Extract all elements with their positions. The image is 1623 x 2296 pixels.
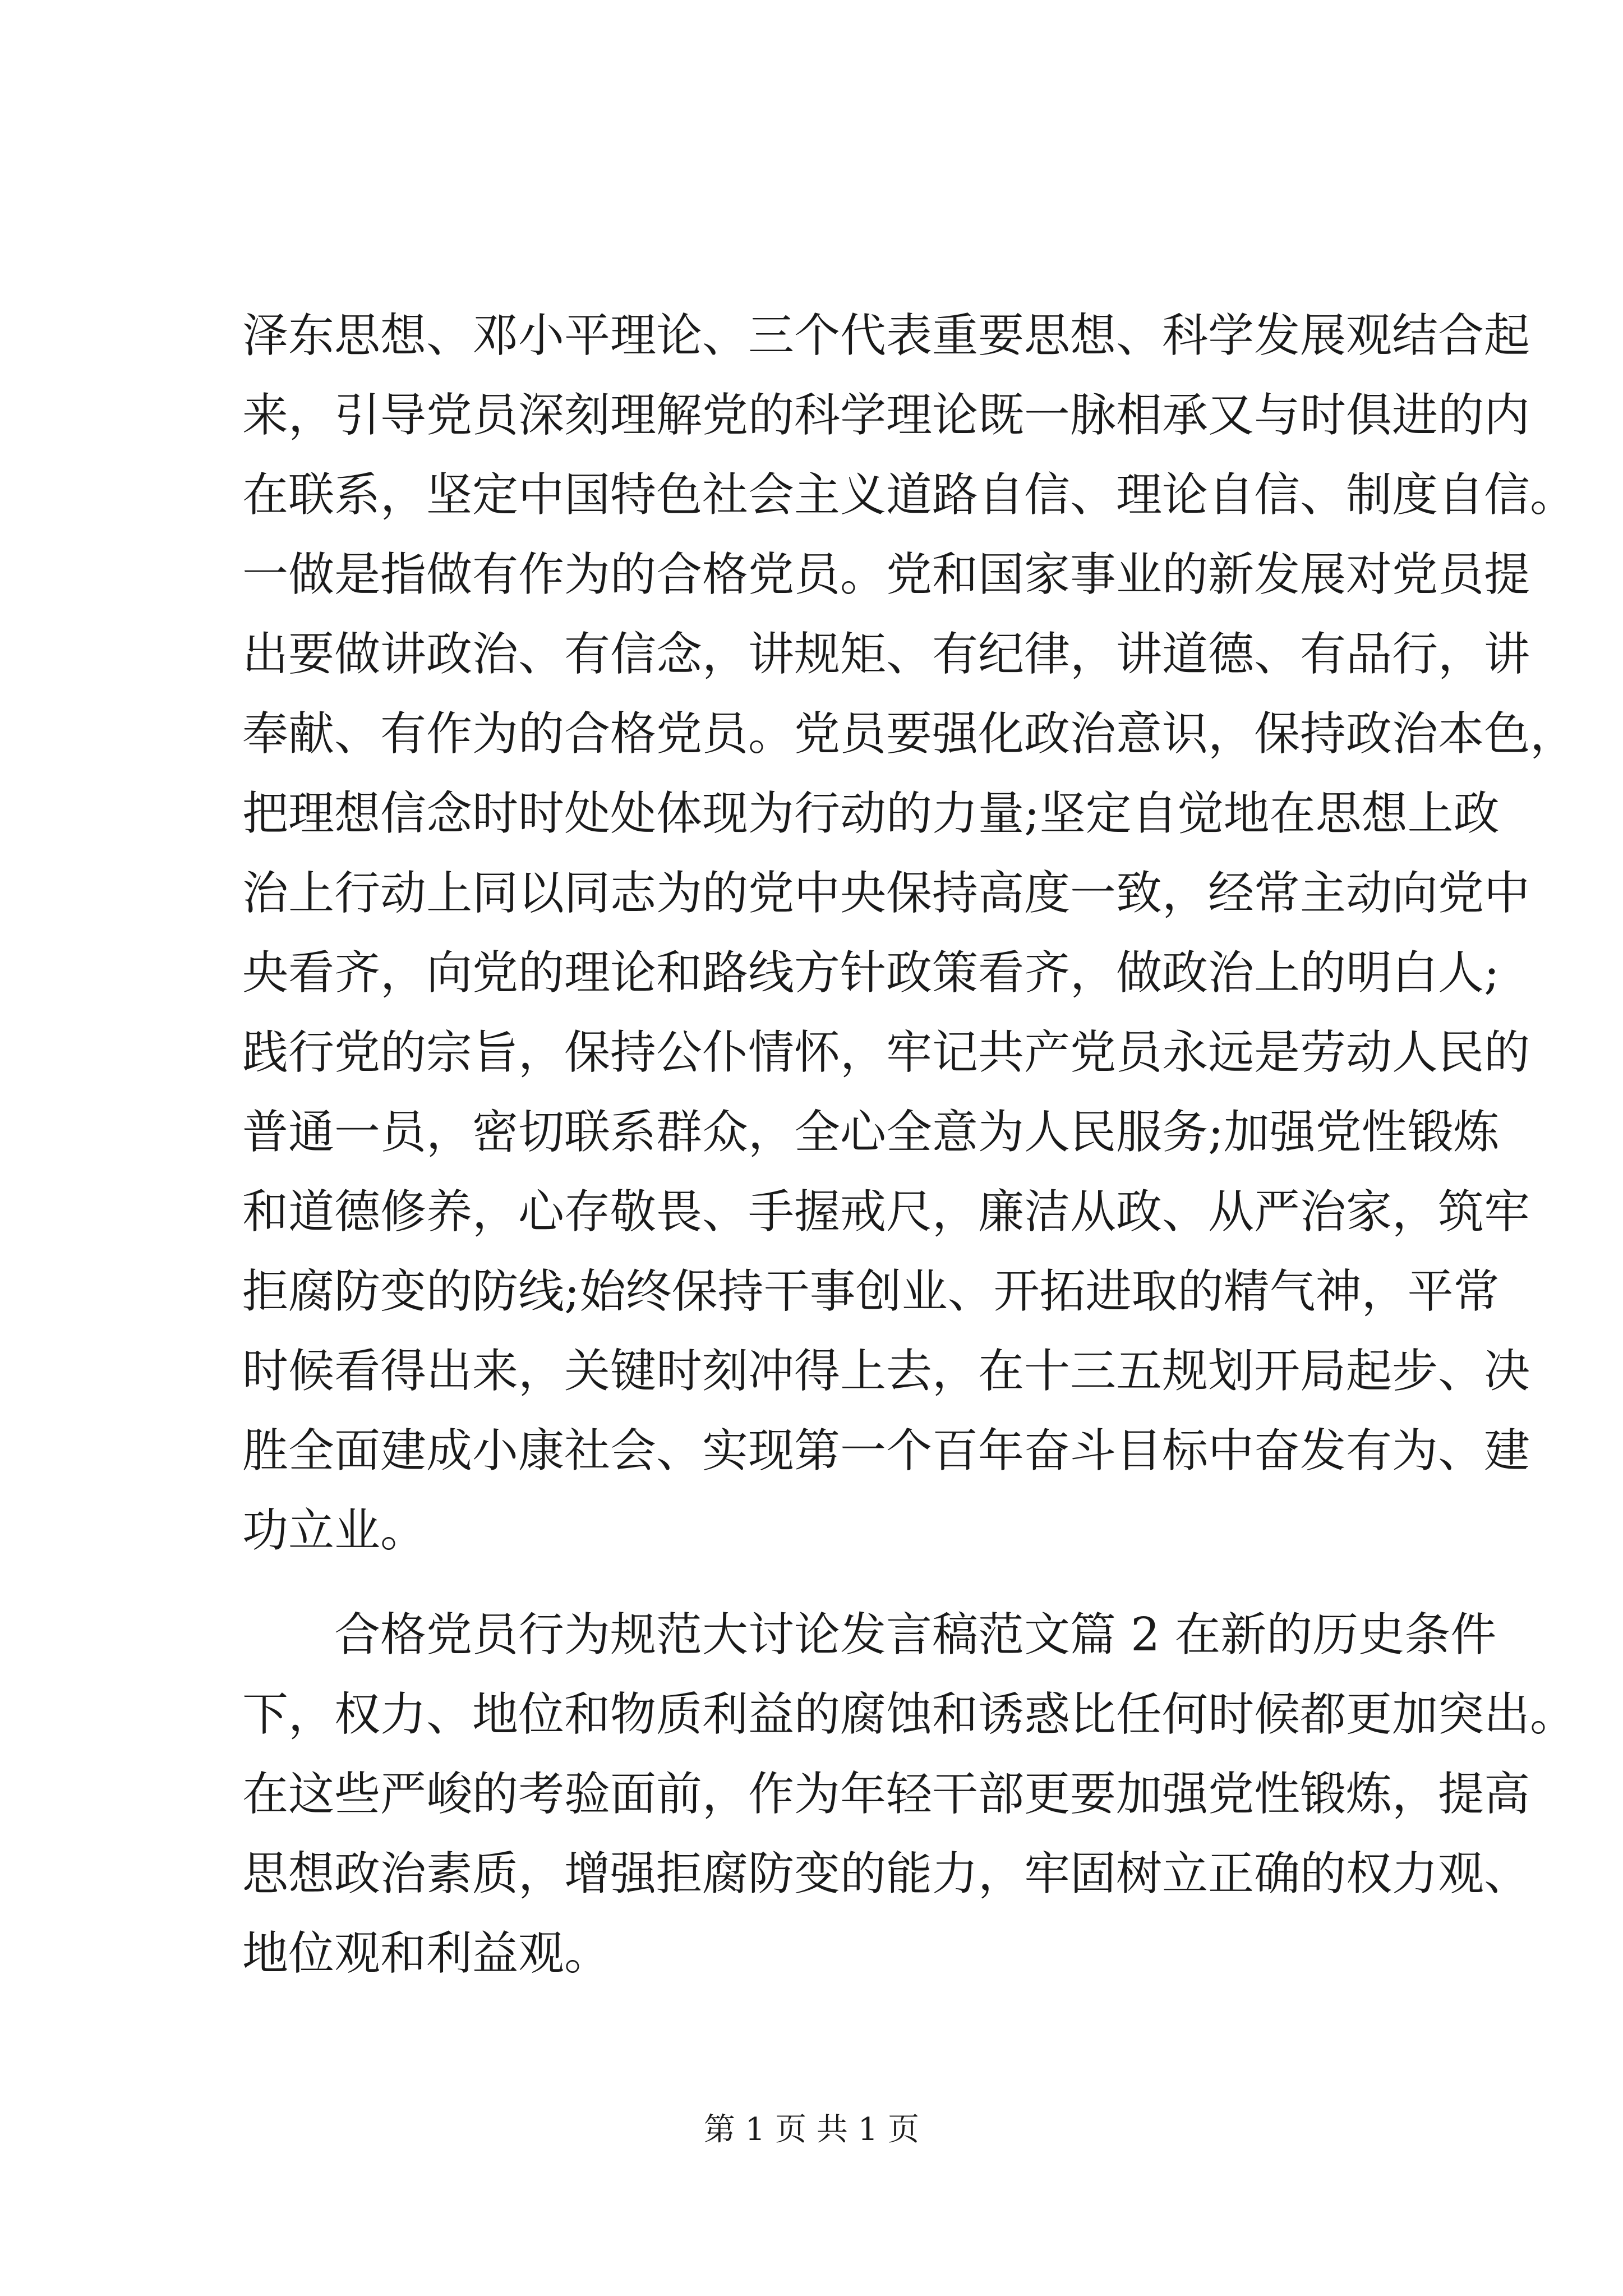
paragraph-line: 拒腐防变的防线;始终保持干事创业、开拓进取的精气神，平常 <box>242 1265 1500 1318</box>
document-body <box>242 296 1576 1994</box>
paragraph-line: 下，权力、地位和物质利益的腐蚀和诱惑比任何时候都更加突出。 <box>242 1688 1576 1741</box>
page-footer: 第 1 页 共 1 页 <box>703 2111 920 2148</box>
paragraph-line: 把理想信念时时处处体现为行动的力量;坚定自觉地在思想上政 <box>242 787 1500 840</box>
paragraph-line: 一做是指做有作为的合格党员。党和国家事业的新发展对党员提 <box>242 548 1530 601</box>
paragraph-line: 地位观和利益观。 <box>242 1927 611 1980</box>
paragraph-line: 合格党员行为规范大讨论发言稿范文篇 2 在新的历史条件 <box>242 1608 1497 1662</box>
paragraph-line: 践行党的宗旨，保持公仆情怀，牢记共产党员永远是劳动人民的 <box>242 1026 1530 1079</box>
paragraph-line: 时候看得出来，关键时刻冲得上去，在十三五规划开局起步、决 <box>242 1345 1530 1398</box>
paragraph-line: 治上行动上同以同志为的党中央保持高度一致，经常主动向党中 <box>242 867 1530 920</box>
paragraph-line: 泽东思想、邓小平理论、三个代表重要思想、科学发展观结合起 <box>242 309 1530 362</box>
paragraph-line: 央看齐，向党的理论和路线方针政策看齐，做政治上的明白人; <box>242 946 1500 1000</box>
paragraph-line: 来，引导党员深刻理解党的科学理论既一脉相承又与时俱进的内 <box>242 389 1530 442</box>
paragraph-line: 功立业。 <box>242 1504 427 1557</box>
paragraph-line: 出要做讲政治、有信念，讲规矩、有纪律，讲道德、有品行，讲 <box>242 628 1530 681</box>
paragraph-line: 思想政治素质，增强拒腐防变的能力，牢固树立正确的权力观、 <box>242 1847 1530 1901</box>
paragraph-line: 胜全面建成小康社会、实现第一个百年奋斗目标中奋发有为、建 <box>242 1424 1530 1478</box>
paragraph-line: 和道德修养，心存敬畏、手握戒尺，廉洁从政、从严治家，筑牢 <box>242 1185 1530 1239</box>
paragraph-line: 在这些严峻的考验面前，作为年轻干部更要加强党性锻炼，提高 <box>242 1768 1530 1821</box>
paragraph-line: 奉献、有作为的合格党员。党员要强化政治意识，保持政治本色， <box>242 707 1576 761</box>
paragraph-line: 在联系，坚定中国特色社会主义道路自信、理论自信、制度自信。 <box>242 468 1576 522</box>
paragraph-line: 普通一员，密切联系群众，全心全意为人民服务;加强党性锻炼 <box>242 1106 1500 1159</box>
